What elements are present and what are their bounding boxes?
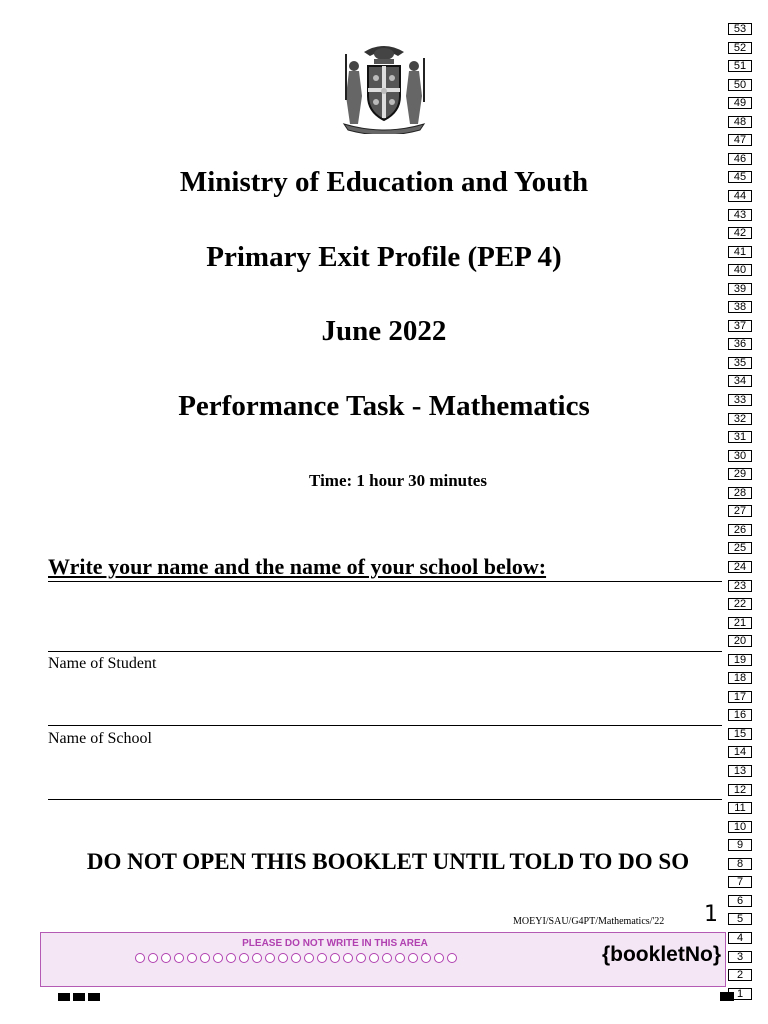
margin-number: 33 [728, 394, 752, 406]
margin-number: 14 [728, 746, 752, 758]
margin-number: 41 [728, 246, 752, 258]
margin-number: 51 [728, 60, 752, 72]
page-number: 1 [704, 902, 718, 927]
name-instruction-text: Write your name and the name of your school below: [48, 554, 547, 579]
margin-number: 52 [728, 42, 752, 54]
student-name-line[interactable] [48, 651, 722, 652]
margin-number: 15 [728, 728, 752, 740]
margin-number: 16 [728, 709, 752, 721]
margin-number: 20 [728, 635, 752, 647]
margin-number: 48 [728, 116, 752, 128]
margin-number: 53 [728, 23, 752, 35]
margin-number: 36 [728, 338, 752, 350]
margin-number: 1 [728, 988, 752, 1000]
bubble [252, 953, 262, 963]
margin-number: 28 [728, 487, 752, 499]
coat-of-arms-emblem [340, 40, 428, 134]
margin-number: 23 [728, 580, 752, 592]
margin-number: 35 [728, 357, 752, 369]
bubble [304, 953, 314, 963]
margin-number: 27 [728, 505, 752, 517]
margin-number: 12 [728, 784, 752, 796]
margin-number: 44 [728, 190, 752, 202]
margin-number: 38 [728, 301, 752, 313]
margin-number: 29 [728, 468, 752, 480]
timing-mark [73, 993, 85, 1001]
bubble [317, 953, 327, 963]
exam-duration: Time: 1 hour 30 minutes [309, 471, 487, 490]
margin-number: 19 [728, 654, 752, 666]
bubble [200, 953, 210, 963]
bubble [356, 953, 366, 963]
exam-title: Primary Exit Profile (PEP 4) [206, 241, 562, 273]
bubble [239, 953, 249, 963]
subject-title: Performance Task - Mathematics [178, 390, 590, 422]
margin-number: 34 [728, 375, 752, 387]
margin-number: 2 [728, 969, 752, 981]
timing-mark [88, 993, 100, 1001]
margin-number: 10 [728, 821, 752, 833]
name-instruction [48, 553, 722, 582]
margin-number: 43 [728, 209, 752, 221]
bubble [447, 953, 457, 963]
document-code: MOEYI/SAU/G4PT/Mathematics/'22 [513, 916, 665, 927]
bubble [395, 953, 405, 963]
margin-number: 49 [728, 97, 752, 109]
bubble [174, 953, 184, 963]
bubble [330, 953, 340, 963]
bubble-row [135, 953, 457, 963]
bubble [213, 953, 223, 963]
margin-number: 50 [728, 79, 752, 91]
margin-number: 4 [728, 932, 752, 944]
scan-area [40, 932, 726, 987]
margin-number: 31 [728, 431, 752, 443]
bubble [382, 953, 392, 963]
margin-number: 9 [728, 839, 752, 851]
exam-date: June 2022 [321, 315, 447, 347]
margin-number: 13 [728, 765, 752, 777]
scan-area-notice: PLEASE DO NOT WRITE IN THIS AREA [242, 938, 428, 949]
margin-number: 17 [728, 691, 752, 703]
margin-number: 24 [728, 561, 752, 573]
margin-number: 40 [728, 264, 752, 276]
margin-number: 5 [728, 913, 752, 925]
margin-number: 22 [728, 598, 752, 610]
margin-number: 11 [728, 802, 752, 814]
timing-mark [58, 993, 70, 1001]
margin-number: 45 [728, 171, 752, 183]
bubble [135, 953, 145, 963]
margin-number: 26 [728, 524, 752, 536]
bubble [421, 953, 431, 963]
bubble [369, 953, 379, 963]
bubble [291, 953, 301, 963]
margin-number: 30 [728, 450, 752, 462]
bubble [226, 953, 236, 963]
bubble [187, 953, 197, 963]
margin-number: 39 [728, 283, 752, 295]
bubble [278, 953, 288, 963]
do-not-open-warning: DO NOT OPEN THIS BOOKLET UNTIL TOLD TO DO SO [86, 849, 690, 874]
timing-mark-right [720, 992, 734, 1001]
ministry-title: Ministry of Education and Youth [179, 166, 589, 198]
margin-number: 46 [728, 153, 752, 165]
timing-marks-left [58, 993, 100, 1001]
margin-number: 8 [728, 858, 752, 870]
extra-line[interactable] [48, 799, 722, 800]
margin-number: 18 [728, 672, 752, 684]
school-name-label: Name of School [48, 730, 152, 747]
bubble [343, 953, 353, 963]
student-name-label: Name of Student [48, 655, 157, 672]
margin-number: 37 [728, 320, 752, 332]
margin-number: 6 [728, 895, 752, 907]
bubble [161, 953, 171, 963]
booklet-number-placeholder: {bookletNo} [601, 943, 721, 966]
margin-number: 7 [728, 876, 752, 888]
margin-number: 21 [728, 617, 752, 629]
bubble [408, 953, 418, 963]
school-name-line[interactable] [48, 725, 722, 726]
margin-number: 42 [728, 227, 752, 239]
margin-number: 47 [728, 134, 752, 146]
bubble [148, 953, 158, 963]
bubble [265, 953, 275, 963]
margin-number: 32 [728, 413, 752, 425]
bubble [434, 953, 444, 963]
margin-number: 25 [728, 542, 752, 554]
margin-number: 3 [728, 951, 752, 963]
